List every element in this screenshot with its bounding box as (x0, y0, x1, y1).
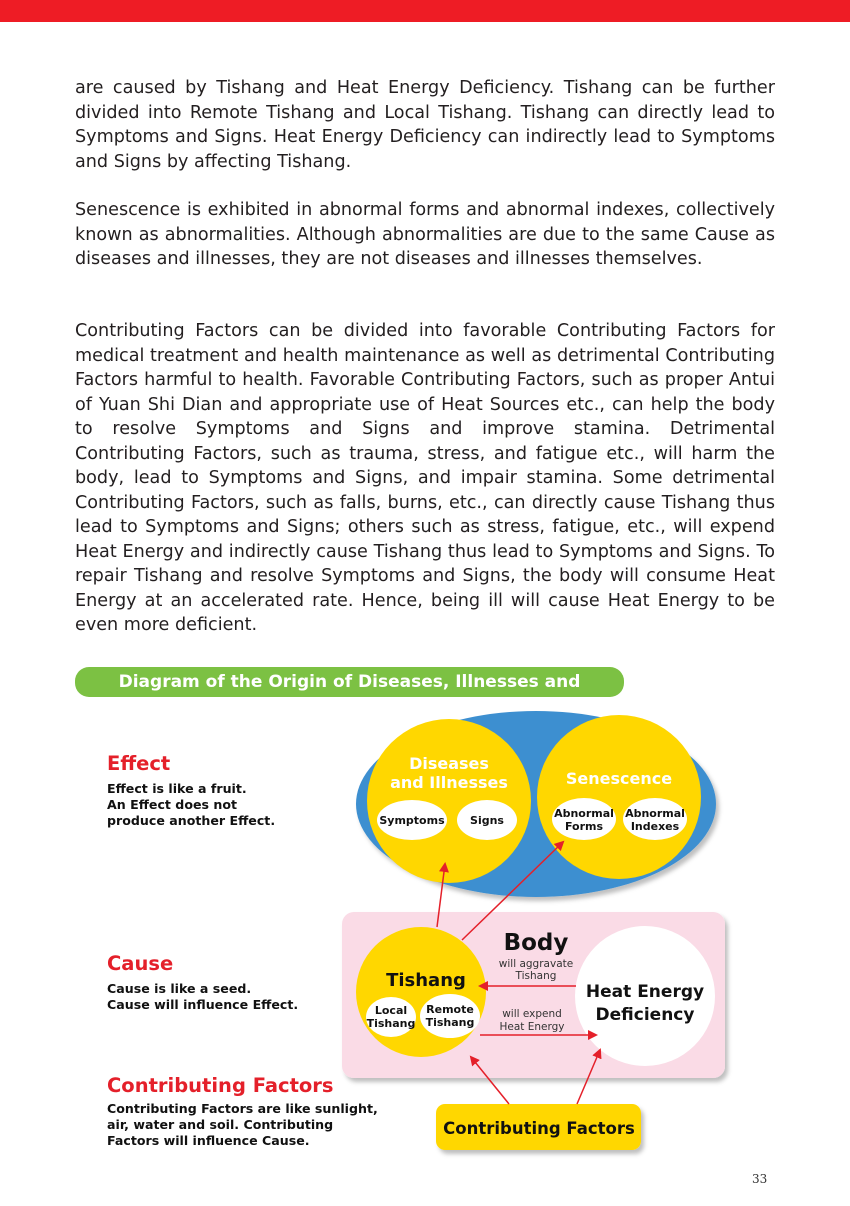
symptoms-label: Symptoms (379, 814, 445, 827)
cause-line-2: Cause will influence Effect. (107, 997, 299, 1012)
contributing-line-2: air, water and soil. Contributing (107, 1117, 334, 1132)
effect-line-3: produce another Effect. (107, 813, 276, 828)
diseases-circle (367, 719, 531, 883)
abnormal-forms-1: Abnormal (554, 807, 614, 820)
abnormal-indexes-1: Abnormal (625, 807, 685, 820)
remote-tishang-2: Tishang (425, 1016, 475, 1029)
paragraph-3: Contributing Factors can be divided into favorable Contributing Factors for medical treatment and health maintenance as well as detrimental Contributing Factors harmful to health. Favorable Contributing Factors, such as proper Antui of Yuan Shi Dian and appropriate use of Heat Sources etc., can help the body to resolve Symptoms and Signs and improve stamina. Detrimental Contributing Factors, such as trauma, stress, and fatigue etc., will harm the body, lead to Symptoms and Signs, and impair stamina. Some detrimental Contributing Factors, such as falls, burns, etc., can directly cause Tishang thus lead to Symptoms and Signs; others such as stress, fatigue, etc., will expend Heat Energy and indirectly cause Tishang thus lead to Symptoms and Signs. To repair Tishang and resolve Symptoms and Signs, the body will consume Heat Energy at an accelerated rate. Hence, being ill will cause Heat Energy to be even more deficient. (75, 321, 775, 635)
abnormal-indexes-2: Indexes (630, 820, 680, 833)
cause-line-1: Cause is like a seed. (107, 981, 252, 996)
effect-line-1: Effect is like a fruit. (107, 781, 247, 796)
diseases-title-2: and Illnesses (390, 773, 508, 792)
expend-label-1: will expend (502, 1008, 562, 1020)
contributing-line-3: Factors will influence Cause. (107, 1133, 310, 1148)
aggravate-label-2: Tishang (515, 970, 557, 982)
paragraph-1: are caused by Tishang and Heat Energy Deficiency. Tishang can be further divided into Remote Tishang and Local Tishang. Tishang can directly lead to Symptoms and Signs. Heat Energy Deficiency can indirectly lead to Symptoms and Signs by affecting Tishang. (75, 78, 775, 172)
paragraph-2: Senescence is exhibited in abnormal forms and abnormal indexes, collectively known as abnormalities. Although abnormalities are due to the same Cause as diseases and illnesses, they are not diseases and illnesses themselves. (75, 200, 775, 269)
remote-tishang-1: Remote (426, 1003, 474, 1016)
contributing-box-label: Contributing Factors (443, 1119, 635, 1138)
senescence-title: Senescence (565, 769, 673, 788)
aggravate-label-1: will aggravate (498, 958, 574, 970)
heat-energy-1: Heat Energy (585, 982, 705, 1002)
signs-label: Signs (470, 814, 504, 827)
local-tishang-1: Local (374, 1004, 408, 1017)
diagram-title: Diagram of the Origin of Diseases, Illnesses and Senescence (75, 667, 624, 697)
page-number: 33 (752, 1172, 768, 1186)
tishang-title: Tishang (386, 970, 466, 991)
local-tishang-2: Tishang (366, 1017, 416, 1030)
body-title: Body (503, 930, 569, 956)
effect-line-2: An Effect does not (107, 797, 238, 812)
heat-energy-2: Deficiency (595, 1005, 695, 1025)
contributing-line-1: Contributing Factors are like sunlight, (107, 1101, 378, 1116)
contributing-heading: Contributing Factors (107, 1074, 334, 1097)
tishang-circle (356, 927, 486, 1057)
effect-heading: Effect (107, 752, 171, 775)
cause-heading: Cause (107, 952, 174, 975)
expend-label-2: Heat Energy (499, 1021, 565, 1033)
diseases-title-1: Diseases (409, 754, 489, 773)
senescence-circle (537, 715, 701, 879)
abnormal-forms-2: Forms (564, 820, 604, 833)
